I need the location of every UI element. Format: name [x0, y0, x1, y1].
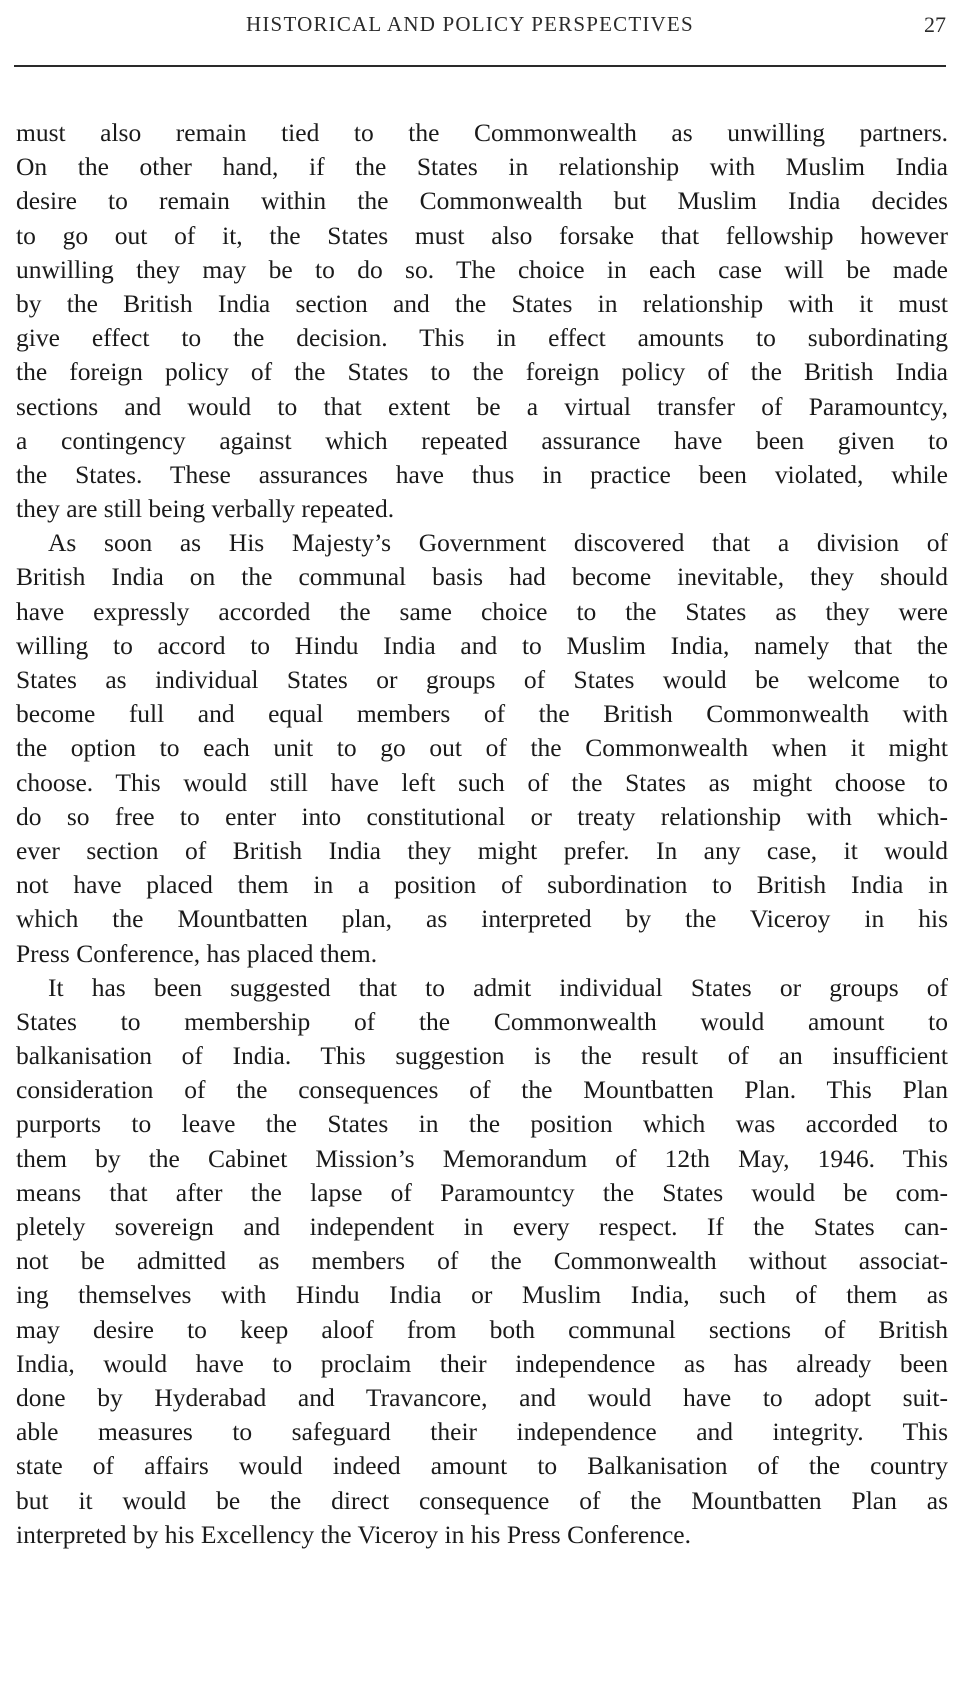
text-line: which the Mountbatten plan, as interpreted by the Viceroy in his — [16, 904, 948, 934]
text-line: Press Conference, has placed them. — [16, 938, 378, 968]
text-line: ing themselves with Hindu India or Muslim India, such of them as — [16, 1280, 948, 1310]
text-line: On the other hand, if the States in relationship with Muslim India — [16, 152, 948, 182]
text-line: not have placed them in a position of subordination to British India in — [16, 870, 948, 900]
text-line: a contingency against which repeated assurance have been given to — [16, 425, 948, 455]
text-line: States to membership of the Commonwealth would amount to — [16, 1006, 948, 1036]
text-line: sections and would to that extent be a virtual transfer of Paramountcy, — [16, 391, 948, 421]
text-line: the States. These assurances have thus in practice been violated, while — [16, 459, 948, 489]
body-text — [16, 116, 948, 1552]
text-line: to go out of it, the States must also forsake that fellowship however — [16, 220, 948, 250]
text-line: means that after the lapse of Paramountcy the States would be com- — [16, 1177, 948, 1207]
text-line: unwilling they may be to do so. The choice in each case will be made — [16, 254, 948, 284]
text-line: become full and equal members of the British Commonwealth with — [16, 699, 948, 729]
text-line: give effect to the decision. This in effect amounts to subordinating — [16, 323, 948, 353]
text-line: As soon as His Majesty’s Government discovered that a division of — [48, 528, 948, 558]
text-line: the option to each unit to go out of the Commonwealth when it might — [16, 733, 948, 763]
running-title: HISTORICAL AND POLICY PERSPECTIVES — [246, 12, 694, 36]
text-line: States as individual States or groups of States would be welcome to — [16, 665, 948, 694]
text-line: willing to accord to Hindu India and to Muslim India, namely that the — [16, 630, 948, 660]
text-line: may desire to keep aloof from both communal sections of British — [16, 1314, 948, 1344]
text-line: choose. This would still have left such of the States as might choose to — [16, 767, 948, 797]
header-rule — [14, 65, 946, 67]
text-line: but it would be the direct consequence of the Mountbatten Plan as — [16, 1485, 948, 1515]
text-line: purports to leave the States in the position which was accorded to — [16, 1109, 948, 1139]
text-line: the foreign policy of the States to the foreign policy of the British India — [16, 357, 948, 387]
paragraph-3 — [16, 971, 948, 1552]
text-line: not be admitted as members of the Commonwealth without associat- — [16, 1246, 948, 1276]
text-line: by the British India section and the States in relationship with it must — [16, 288, 948, 318]
text-line: desire to remain within the Commonwealth but Muslim India decides — [16, 186, 948, 216]
text-line: consideration of the consequences of the Mountbatten Plan. This Plan — [16, 1075, 948, 1105]
paragraph-2 — [16, 526, 948, 970]
paragraph-1 — [16, 116, 948, 526]
text-line: ever section of British India they might prefer. In any case, it would — [16, 835, 948, 865]
text-line: state of affairs would indeed amount to Balkanisation of the country — [16, 1451, 948, 1481]
text-line: have expressly accorded the same choice to the States as they were — [16, 596, 948, 626]
text-line: them by the Cabinet Mission’s Memorandum of 12th May, 1946. This — [16, 1143, 948, 1173]
text-line: do so free to enter into constitutional or treaty relationship with which- — [16, 801, 948, 831]
running-head — [14, 12, 946, 42]
text-line: British India on the communal basis had become inevitable, they should — [16, 562, 948, 592]
text-line: balkanisation of India. This suggestion is the result of an insufficient — [16, 1041, 948, 1071]
text-line: It has been suggested that to admit individual States or groups of — [48, 972, 948, 1002]
text-line: done by Hyderabad and Travancore, and would have to adopt suit- — [16, 1382, 948, 1412]
page-number: 27 — [924, 12, 946, 37]
text-line: they are still being verbally repeated. — [16, 494, 395, 524]
text-line: India, would have to proclaim their independence as has already been — [16, 1348, 948, 1378]
text-line: must also remain tied to the Commonwealth as unwilling partners. — [16, 118, 948, 147]
text-line: interpreted by his Excellency the Viceroy in his Press Conference. — [16, 1519, 691, 1549]
text-line: able measures to safeguard their independence and integrity. This — [16, 1417, 948, 1447]
text-line: pletely sovereign and independent in every respect. If the States can- — [16, 1212, 948, 1241]
